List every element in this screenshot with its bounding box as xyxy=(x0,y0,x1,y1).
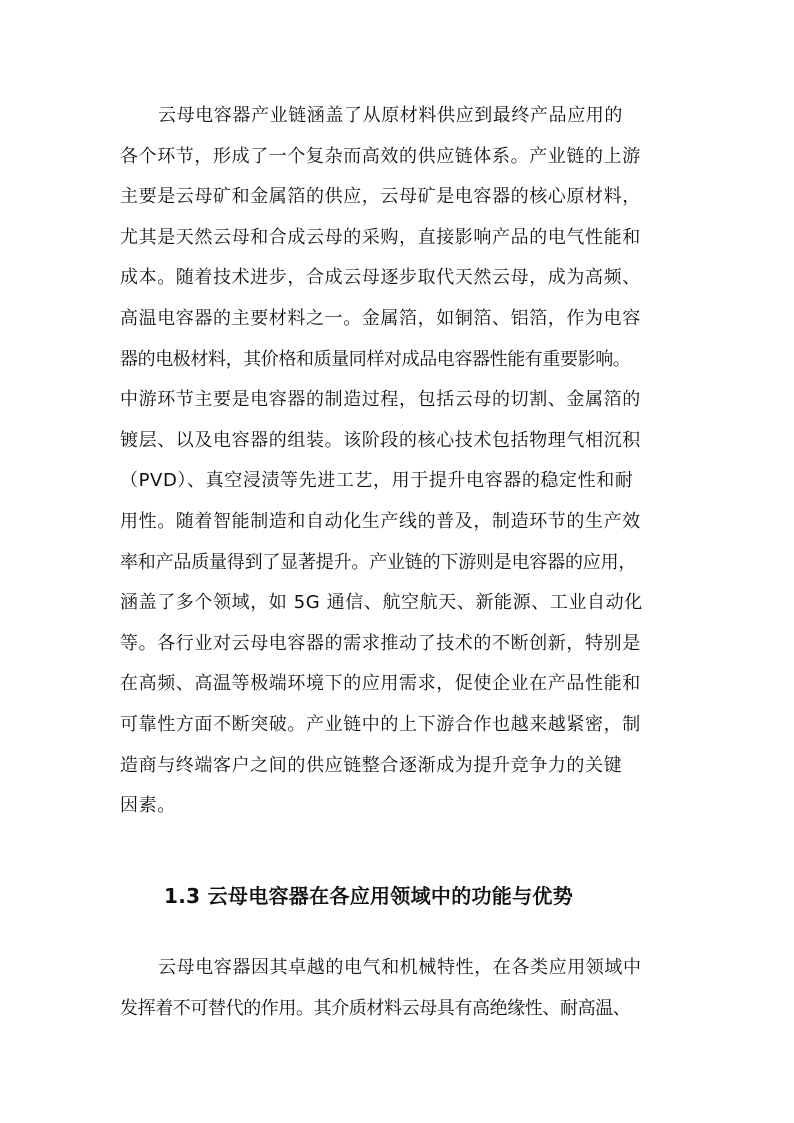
paragraph-line: 各个环节，形成了一个复杂而高效的供应链体系。产业链的上游 xyxy=(120,145,641,167)
paragraph-line: 高温电容器的主要材料之一。金属箔，如铜箔、铝箔，作为电容 xyxy=(120,307,641,329)
paragraph-line: 云母电容器因其卓越的电气和机械特性，在各类应用领域中 xyxy=(158,957,642,978)
section-heading: 1.3 云母电容器在各应用领域中的功能与优势 xyxy=(164,884,573,908)
paragraph-line: 涵盖了多个领域，如 5G 通信、航空航天、新能源、工业自动化 xyxy=(120,592,643,614)
paragraph-line: 在高频、高温等极端环境下的应用需求，促使企业在产品性能和 xyxy=(120,673,641,695)
paragraph-line: 可靠性方面不断突破。产业链中的上下游合作也越来越紧密，制 xyxy=(120,713,641,735)
paragraph-line: 中游环节主要是电容器的制造过程，包括云母的切割、金属箔的 xyxy=(120,389,641,411)
paragraph-line: 镀层、以及电容器的组装。该阶段的核心技术包括物理气相沉积 xyxy=(120,429,641,451)
paragraph-line: （PVD）、真空浸渍等先进工艺，用于提升电容器的稳定性和耐 xyxy=(120,470,634,492)
paragraph-line: 主要是云母矿和金属箔的供应，云母矿是电容器的核心原材料， xyxy=(120,186,641,208)
paragraph-line: 用性。随着智能制造和自动化生产线的普及，制造环节的生产效 xyxy=(120,510,641,532)
paragraph-line: 等。各行业对云母电容器的需求推动了技术的不断创新，特别是 xyxy=(120,632,641,654)
paragraph-applications xyxy=(120,948,682,1029)
paragraph-line: 造商与终端客户之间的供应链整合逐渐成为提升竞争力的关键 xyxy=(120,754,623,776)
paragraph-line: 尤其是天然云母和合成云母的采购，直接影响产品的电气性能和 xyxy=(120,226,641,248)
paragraph-line: 率和产品质量得到了显著提升。产业链的下游则是电容器的应用， xyxy=(120,551,637,573)
paragraph-line: 成本。随着技术进步，合成云母逐步取代天然云母，成为高频、 xyxy=(120,267,641,289)
paragraph-line: 发挥着不可替代的作用。其介质材料云母具有高绝缘性、耐高温、 xyxy=(120,997,631,1019)
paragraph-line: 因素。 xyxy=(120,795,176,817)
paragraph-line: 云母电容器产业链涵盖了从原材料供应到最终产品应用的 xyxy=(158,105,623,126)
paragraph-supply-chain xyxy=(120,96,682,827)
paragraph-line: 器的电极材料，其价格和质量同样对成品电容器性能有重要影响。 xyxy=(120,348,631,370)
